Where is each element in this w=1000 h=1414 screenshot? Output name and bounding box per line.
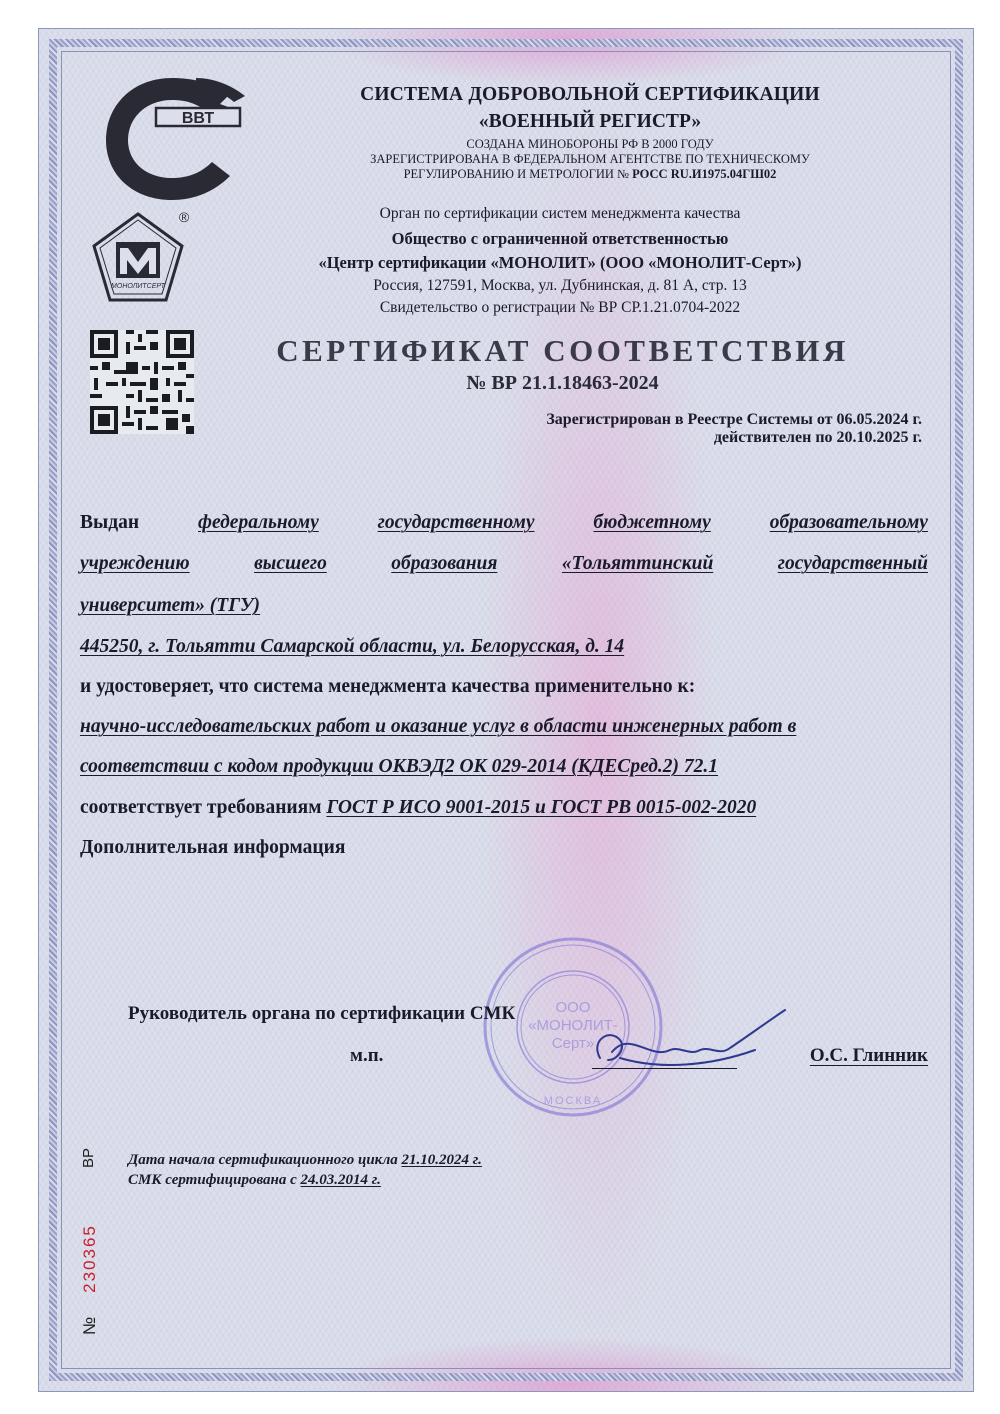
- organ-registration: Свидетельство о регистрации № ВР СР.1.21.0704-2022: [379, 299, 741, 316]
- additional-info: Дополнительная информация: [80, 837, 346, 858]
- issued-word: федеральному: [198, 512, 319, 533]
- since-date: 24.03.2014 г.: [300, 1172, 381, 1188]
- issued-word: бюджетному: [593, 512, 711, 533]
- organ-legal-form: Общество с ограниченной ответственностью: [391, 229, 729, 248]
- organ-address: Россия, 127591, Москва, ул. Дубнинская, д. 81 А, стр. 13: [373, 277, 747, 294]
- issued-line-1: [80, 511, 928, 535]
- signature-icon: [580, 1000, 800, 1080]
- scope-text-2: соответствии с кодом продукции ОКВЭД2 ОК 029-2014 (КДЕСред.2) 72.1: [80, 756, 719, 777]
- cycle-date: 21.10.2024 г.: [401, 1152, 482, 1168]
- system-name: «ВОЕННЫЙ РЕГИСТР»: [478, 111, 702, 132]
- complies-label: соответствует требованиям: [80, 797, 322, 818]
- signatory-name: О.С. Глинник: [809, 1045, 928, 1066]
- certifies-line: и удостоверяет, что система менеджмента качества применительно к:: [80, 676, 696, 697]
- complies-line: [80, 796, 928, 820]
- certificate-number: № ВР 21.1.18463-2024: [466, 372, 659, 394]
- issued-word: образования: [391, 553, 498, 574]
- address: 445250, г. Тольятти Самарской области, ул. Белорусская, д. 14: [80, 636, 625, 657]
- monolit-logo-icon: [88, 208, 198, 308]
- system-registered-2: РЕГУЛИРОВАНИЮ И МЕТРОЛОГИИ № РОСС RU.И1975.04ГШ02: [403, 167, 777, 181]
- registration-date: Зарегистрирован в Реестре Системы от 06.05.2024 г.: [546, 411, 922, 428]
- vvt-logo-icon: [100, 74, 250, 204]
- valid-until: действителен по 20.10.2025 г.: [713, 429, 922, 446]
- organ-type: Орган по сертификации систем менеджмента качества: [379, 205, 741, 222]
- scope-line-1: [80, 715, 928, 739]
- svg-text:«МОНОЛИТ-: «МОНОЛИТ-: [528, 1017, 618, 1034]
- svg-text:МОСКВА: МОСКВА: [543, 1095, 603, 1107]
- issued-word: образовательному: [769, 512, 928, 533]
- certified-since: СМК сертифицирована с 24.03.2014 г.: [128, 1172, 381, 1188]
- serial-number: № 230365: [80, 1224, 99, 1335]
- svg-text:Серт»: Серт»: [551, 1035, 595, 1052]
- issued-word: высшего: [254, 553, 327, 574]
- registry-number: РОСС RU.И1975.04ГШ02: [632, 167, 777, 181]
- head-label: Руководитель органа по сертификации СМК: [128, 1003, 516, 1024]
- system-created: СОЗДАНА МИНОБОРОНЫ РФ В 2000 ГОДУ: [466, 137, 714, 151]
- system-title: СИСТЕМА ДОБРОВОЛЬНОЙ СЕРТИФИКАЦИИ: [360, 84, 820, 105]
- serial-digits: 230365: [80, 1224, 99, 1293]
- svg-text:ВВТ: ВВТ: [181, 110, 215, 127]
- series-label: ВР: [80, 1147, 97, 1168]
- issued-word: «Тольяттинский: [561, 553, 714, 574]
- issued-to-end: университет» (ТГУ): [80, 595, 261, 616]
- organ-name: «Центр сертификации «МОНОЛИТ» (ООО «МОНОЛИТ-Серт»): [318, 253, 802, 272]
- svg-text:ООО: ООО: [555, 999, 591, 1016]
- issued-line-2: [80, 552, 928, 576]
- system-registered-1: ЗАРЕГИСТРИРОВАНА В ФЕДЕРАЛЬНОМ АГЕНТСТВЕ ПО ТЕХНИЧЕСКОМУ: [370, 152, 810, 166]
- issued-word: государственному: [377, 512, 535, 533]
- issued-word: учреждению: [80, 553, 190, 574]
- scope-text-1: научно-исследовательских работ и оказание услуг в области инженерных работ в: [80, 716, 797, 737]
- svg-text:МОНОЛИТСЕРТ: МОНОЛИТСЕРТ: [111, 283, 165, 290]
- scope-line-2: [80, 755, 928, 779]
- svg-text:®: ®: [178, 209, 190, 225]
- issued-line-3: [80, 594, 928, 618]
- qr-code-icon: [90, 330, 194, 434]
- certificate-title: СЕРТИФИКАТ СООТВЕТСТВИЯ: [276, 333, 849, 368]
- address-line: [80, 635, 928, 659]
- issued-label: Выдан: [80, 512, 140, 533]
- mp-label: м.п.: [350, 1045, 384, 1066]
- standards: ГОСТ Р ИСО 9001-2015 и ГОСТ РВ 0015-002-2020: [326, 797, 757, 818]
- issued-word: государственный: [777, 553, 928, 574]
- cycle-start: Дата начала сертификационного цикла 21.10.2024 г.: [128, 1152, 482, 1168]
